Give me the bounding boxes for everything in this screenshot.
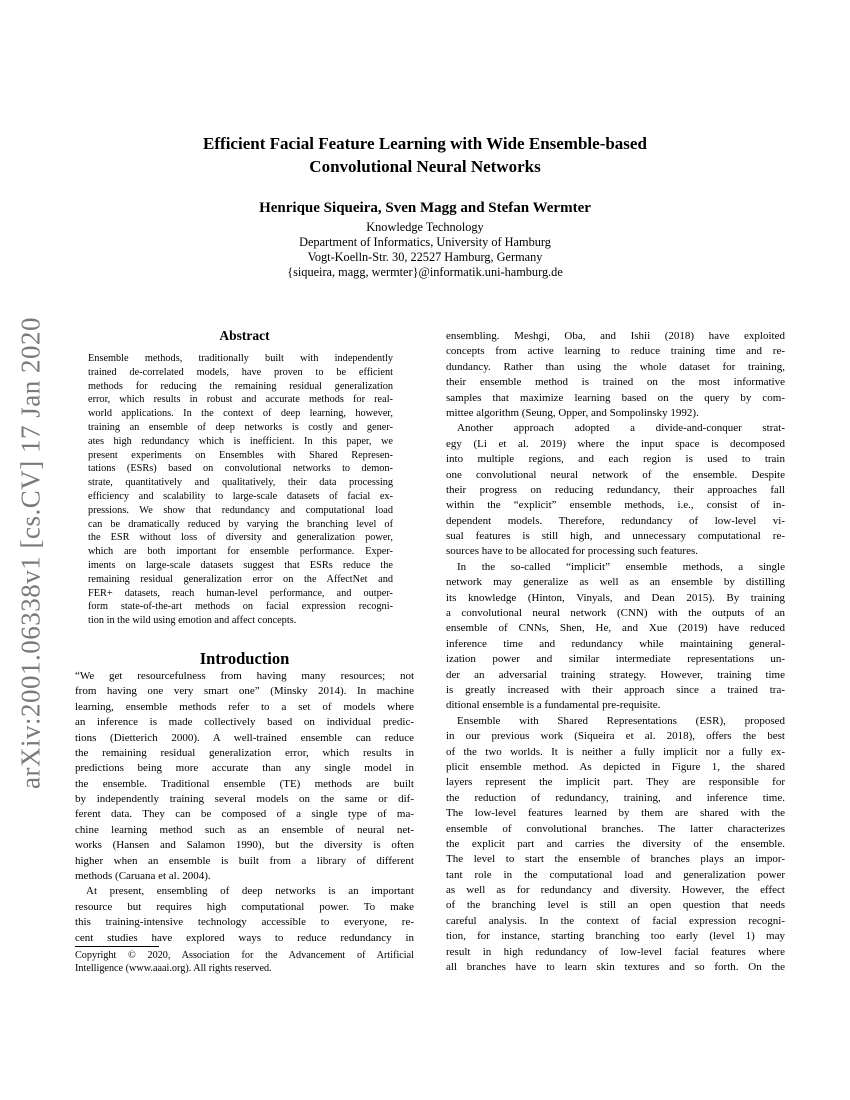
text-line: FER+ datasets, reach human-level performance, and outper- — [88, 587, 393, 599]
text-line: present experiments on Ensembles with Shared Represen- — [88, 449, 393, 461]
right-column — [446, 325, 785, 976]
affiliation-group: Knowledge Technology — [366, 220, 484, 234]
text-line: the explicit part and carries the diversity of the ensemble. — [446, 837, 785, 850]
text-line: one convolutional neural network of the ensemble. Despite — [446, 468, 785, 481]
text-line: inference time and redundancy while maintaining general- — [446, 637, 785, 650]
text-line: Ensemble with Shared Representations (ESR), proposed — [457, 714, 785, 727]
text-line: an inference is made collectively based on individual predic- — [75, 716, 414, 729]
text-line: methods (Caruana et al. 2004). — [75, 870, 211, 883]
text-line: methods for reducing the remaining residual generalization — [88, 380, 393, 392]
text-line: its knowledge (Hinton, Vinyals, and Dean 2015). By training — [446, 591, 785, 604]
text-line: Copyright © 2020, Association for the Advancement of Artificial — [75, 950, 414, 961]
text-line: cent studies have explored ways to reduce redundancy in — [75, 931, 414, 944]
text-line: concepts from active learning to reduce training time and re- — [446, 345, 785, 358]
text-line: der an adversarial training strategy. However, training time — [446, 668, 785, 681]
text-line: all branches have to learn skin textures and so forth. On the — [446, 961, 785, 974]
text-line: chine learning method such as an ensemble of neural net- — [75, 823, 414, 836]
text-line: within the “explicit” ensemble methods, i.e., consist of in- — [446, 499, 785, 512]
text-line: sual features is still high, and unnecessary computational re- — [446, 530, 785, 543]
footnote-text — [75, 950, 414, 976]
text-line: dundancy. Rather than using the whole dataset for training, — [446, 360, 785, 373]
text-line: predictions being more accurate than any single model in — [75, 762, 414, 775]
text-line: into multiple regions, and each region is used to train — [446, 453, 785, 466]
text-line: their ensemble method is trained on the most informative — [446, 376, 785, 389]
text-line: The level to start the ensemble of branches plays an impor- — [446, 853, 785, 866]
affiliation-email: {siqueira, magg, wermter}@informatik.uni-hamburg.de — [287, 265, 563, 279]
text-line: careful analysis. In the context of facial expression recogni- — [446, 914, 785, 927]
introduction-body — [75, 670, 414, 947]
text-line: ensembling. Meshgi, Oba, and Ishii (2018) have exploited — [446, 330, 785, 342]
text-line: ensemble of convolutional branches. The latter characterizes — [446, 822, 785, 835]
text-line: works (Hansen and Salamon 1990), but the diversity is often — [75, 839, 414, 852]
text-line: ates high redundancy which is inefficient. In this paper, we — [88, 435, 393, 447]
text-line: egy (Li et al. 2019) where the input space is decomposed — [446, 437, 785, 450]
text-line: of the two worlds. It is neither a fully implicit nor a fully ex- — [446, 745, 785, 758]
text-line: plicit ensemble method. As depicted in Figure 1, the shared — [446, 760, 785, 773]
text-line: higher when an ensemble is built from a library of different — [75, 854, 414, 867]
copyright-footnote — [75, 946, 414, 976]
left-column — [75, 325, 414, 947]
affiliation-department: Department of Informatics, University of Hamburg — [299, 235, 551, 249]
text-line: network may generalize as well as an ensemble by distilling — [446, 576, 785, 589]
text-line: a convolutional neural network (CNN) with the outputs of an — [446, 607, 785, 620]
text-line: the ESR without loss of diversity and generalization power, — [88, 532, 393, 544]
text-line: by independently training several models on the same or dif- — [75, 793, 414, 806]
text-line: iments on large-scale datasets suggest that ESRs reduce the — [88, 559, 393, 571]
text-line: Intelligence (www.aaai.org). All rights reserved. — [75, 963, 272, 974]
abstract-heading: Abstract — [219, 328, 270, 343]
text-line: tations (ESRs) based on convolutional networks to demon- — [88, 463, 393, 475]
text-line: Ensemble methods, traditionally built with independently — [88, 353, 393, 364]
text-line: At present, ensembling of deep networks is an important — [86, 885, 414, 898]
text-line: this training-intensive technology accessible to everyone, re- — [75, 916, 414, 929]
text-line: learning, ensemble methods refer to a set of models where — [75, 700, 414, 713]
text-line: tions (Dietterich 2000). A well-trained ensemble can reduce — [75, 731, 414, 744]
text-line: which are both important for ensemble performance. Exper- — [88, 546, 393, 558]
text-line: pressions. We show that redundancy and computational load — [88, 504, 393, 516]
text-line: ization power and similar intermediate representations un- — [446, 653, 785, 666]
text-line: the reduction of redundancy, training, and inference time. — [446, 791, 785, 804]
affiliation-block — [0, 220, 850, 280]
text-line: remaining residual generalization error on the AffectNet and — [88, 573, 393, 585]
text-line: layers represent the implicit part. They are responsible for — [446, 776, 785, 789]
text-line: the remaining residual generalization error, which results in — [75, 746, 414, 759]
text-line: ferent data. They can be composed of a single type of ma- — [75, 808, 414, 821]
text-line: sources have to be allocated for processing such features. — [446, 545, 698, 558]
text-line: is greatly increased with their approach since a trained tra- — [446, 683, 785, 696]
paper-title — [0, 132, 850, 178]
abstract-body — [88, 353, 393, 629]
introduction-heading: Introduction — [199, 648, 290, 668]
text-line: of the branching level is still an open question that needs — [446, 899, 785, 912]
text-line: ensemble of CNNs, Shen, He, and Xue (2019) have reduced — [446, 622, 785, 635]
text-line: can be dramatically reduced by varying the branching level of — [88, 518, 393, 530]
text-line: trained de-correlated models, have proven to be efficient — [88, 366, 393, 378]
text-line: dependent models. Therefore, redundancy of low-level vi- — [446, 514, 785, 527]
affiliation-address: Vogt-Koelln-Str. 30, 22527 Hamburg, Germany — [307, 250, 543, 264]
text-line: training an ensemble of deep networks is costly and gener- — [88, 421, 393, 433]
text-line: samples that maximize learning based on the query by com- — [446, 391, 785, 404]
text-line: mittee algorithm (Seung, Opper, and Sompolinsky 1992). — [446, 406, 699, 419]
text-line: result in high redundancy of low-level facial features where — [446, 945, 785, 958]
text-line: tion in the wild using emotion and affect concepts. — [88, 615, 297, 627]
text-line: strate, quantitatively and qualitatively, their data processing — [88, 477, 393, 489]
authors-line: Henrique Siqueira, Sven Magg and Stefan Wermter — [259, 200, 591, 216]
text-line: form state-of-the-art methods on facial expression recogni- — [88, 601, 393, 613]
text-line: in our previous work (Siqueira et al. 2018), offers the best — [446, 730, 785, 743]
text-line: resource but requires high computational power. To make — [75, 900, 414, 913]
text-line: world applications. In the context of deep learning, however, — [88, 408, 393, 420]
arxiv-watermark-text: arXiv:2001.06338v1 [cs.CV] 17 Jan 2020 — [15, 317, 46, 789]
text-line: tant role in the computational load and generalization power — [446, 868, 785, 881]
text-line: The low-level features learned by them are shared with the — [446, 807, 785, 820]
paper-title-line-1: Efficient Facial Feature Learning with Wide Ensemble-based — [203, 134, 647, 153]
text-line: the ensemble. Traditional ensemble (TE) methods are built — [75, 777, 414, 790]
text-line: from having one very smart one” (Minsky 2014). In machine — [75, 685, 414, 698]
text-line: their progress on reducing redundancy, their approaches fall — [446, 483, 785, 496]
text-line: Another approach adopted a divide-and-conquer strat- — [457, 422, 785, 435]
text-line: “We get resourcefulness from having many resources; not — [75, 669, 414, 682]
footnote-rule — [75, 946, 159, 947]
text-line: efficiency and scalability to large-scale datasets of facial ex- — [88, 490, 393, 502]
paper-title-line-2: Convolutional Neural Networks — [309, 157, 541, 176]
text-line: error, which results in robust and accurate methods for real- — [88, 394, 393, 406]
text-line: tion, for instance, starting branching too early (level 1) may — [446, 930, 785, 943]
text-line: In the so-called “implicit” ensemble methods, a single — [457, 560, 785, 573]
text-line: ditional ensemble is a fundamental pre-requisite. — [446, 699, 661, 712]
text-line: as well as for redundancy and diversity. However, the effect — [446, 884, 785, 897]
